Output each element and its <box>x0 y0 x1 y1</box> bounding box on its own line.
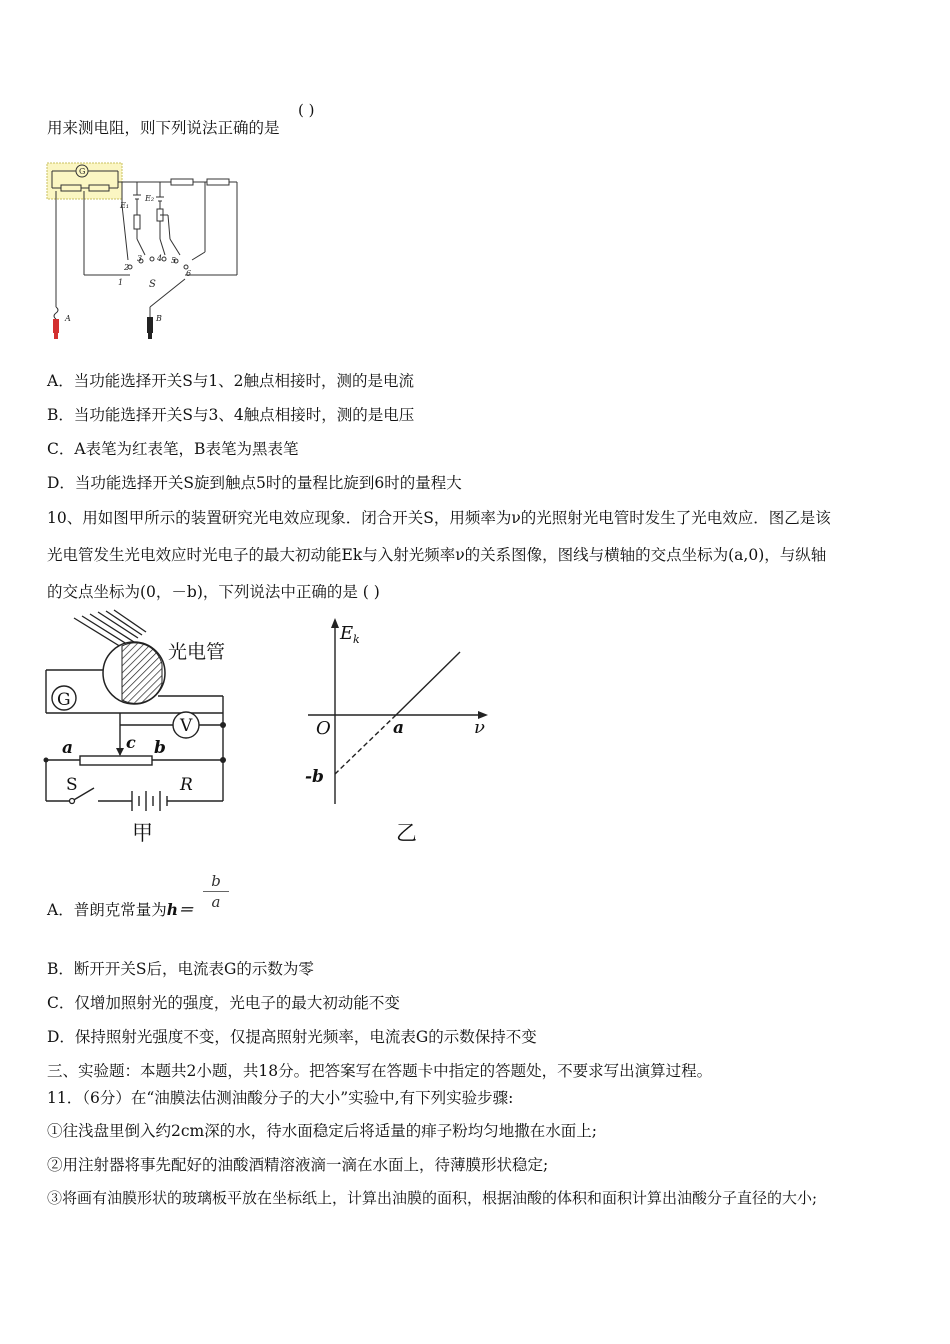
fig-jia-b-label: b <box>154 738 166 758</box>
fig-jia-a-label: a <box>62 738 74 758</box>
q10-stem-line-2: 光电管发生光电效应时光电子的最大初动能Ek与入射光频率ν的关系图像，图线与横轴的交点坐标为(a,0)，与纵轴 <box>47 546 827 564</box>
fig1-terminal-4: 4 <box>157 254 163 263</box>
section-3-heading: 三、实验题：本题共2小题，共18分。把答案写在答题卡中指定的答题处，不要求写出演算过程。 <box>47 1062 713 1080</box>
q9-option-c: C．A表笔为红表笔，B表笔为黑表笔 <box>47 440 299 458</box>
q10-option-a <box>47 898 193 920</box>
graph-y-axis-subscript: k <box>353 633 360 646</box>
q10-stem-line-3: 的交点坐标为(0，－b)，下列说法中正确的是 ( ) <box>47 583 380 601</box>
graph-x-intercept-label: a <box>393 718 405 738</box>
fig1-terminal-3: 3 <box>137 254 143 263</box>
photoelectric-circuit-figure <box>38 608 248 853</box>
q11-step-2: ②用注射器将事先配好的油酸酒精溶液滴一滴在水面上，待薄膜形状稳定; <box>47 1156 549 1174</box>
fig-jia-caption: 甲 <box>132 821 153 845</box>
answer-paren: ( ) <box>298 101 315 119</box>
fig1-e2-label: E₂ <box>145 194 155 203</box>
fig1-g-label: G <box>79 167 86 176</box>
q10-option-d: D．保持照射光强度不变，仅提高照射光频率，电流表G的示数保持不变 <box>47 1028 537 1046</box>
planck-fraction <box>203 872 229 911</box>
q10-stem-line-1: 10、用如图甲所示的装置研究光电效应现象．闭合开关S，用频率为ν的光照射光电管时发生了光电效应．图乙是该 <box>47 509 831 527</box>
q9-option-a: A．当功能选择开关S与1、2触点相接时，测的是电流 <box>47 372 415 390</box>
graph-origin-label: O <box>316 718 331 739</box>
q11-stem: 11．（6分）在“油膜法估测油酸分子的大小”实验中,有下列实验步骤: <box>47 1089 514 1107</box>
fig1-terminal-2: 2 <box>124 263 130 272</box>
planck-formula-lhs: h＝ <box>166 900 194 919</box>
fig-jia-tube-label: 光电管 <box>168 641 226 663</box>
fig-jia-r-label: R <box>180 775 193 795</box>
q10-option-b: B．断开开关S后，电流表G的示数为零 <box>47 960 314 978</box>
multimeter-circuit-figure <box>40 157 250 342</box>
graph-y-intercept-label: -b <box>305 767 324 787</box>
q10-option-a-text: A．普朗克常量为 <box>47 901 167 919</box>
ek-frequency-graph <box>300 612 500 852</box>
graph-y-axis-label: E <box>340 623 354 644</box>
probe-b-black <box>147 317 153 333</box>
fraction-denominator: a <box>211 893 221 911</box>
fig1-probe-a-label: A <box>65 314 71 323</box>
q11-step-1: ①往浅盘里倒入约2cm深的水，待水面稳定后将适量的痱子粉均匀地撒在水面上; <box>47 1122 597 1140</box>
probe-a-red <box>53 319 59 333</box>
fig1-probe-b-label: B <box>156 314 162 323</box>
graph-x-axis-label: ν <box>474 717 485 738</box>
fig-jia-c-label: c <box>126 733 136 752</box>
fig-yi-caption: 乙 <box>396 821 417 845</box>
fig1-terminal-1: 1 <box>118 278 124 287</box>
fig1-switch-label: S <box>149 279 156 290</box>
fig1-terminal-6: 6 <box>186 269 192 278</box>
q11-step-3: ③将画有油膜形状的玻璃板平放在坐标纸上，计算出油膜的面积，根据油酸的体积和面积计算出油酸分子直径的大小; <box>47 1189 818 1207</box>
fig1-terminal-5: 5 <box>171 256 177 265</box>
fig1-e1-label: E₁ <box>120 201 130 210</box>
fraction-numerator: b <box>211 872 221 890</box>
intro-line: 用来测电阻，则下列说法正确的是 <box>47 119 280 137</box>
q9-option-d: D．当功能选择开关S旋到触点5时的量程比旋到6时的量程大 <box>47 474 462 492</box>
fig-jia-s-label: S <box>66 775 78 795</box>
q9-option-b: B．当功能选择开关S与3、4触点相接时，测的是电压 <box>47 406 415 424</box>
q10-option-c: C．仅增加照射光的强度，光电子的最大初动能不变 <box>47 994 400 1012</box>
fig-jia-g-label: G <box>57 690 71 710</box>
fig-jia-v-label: V <box>180 716 193 736</box>
